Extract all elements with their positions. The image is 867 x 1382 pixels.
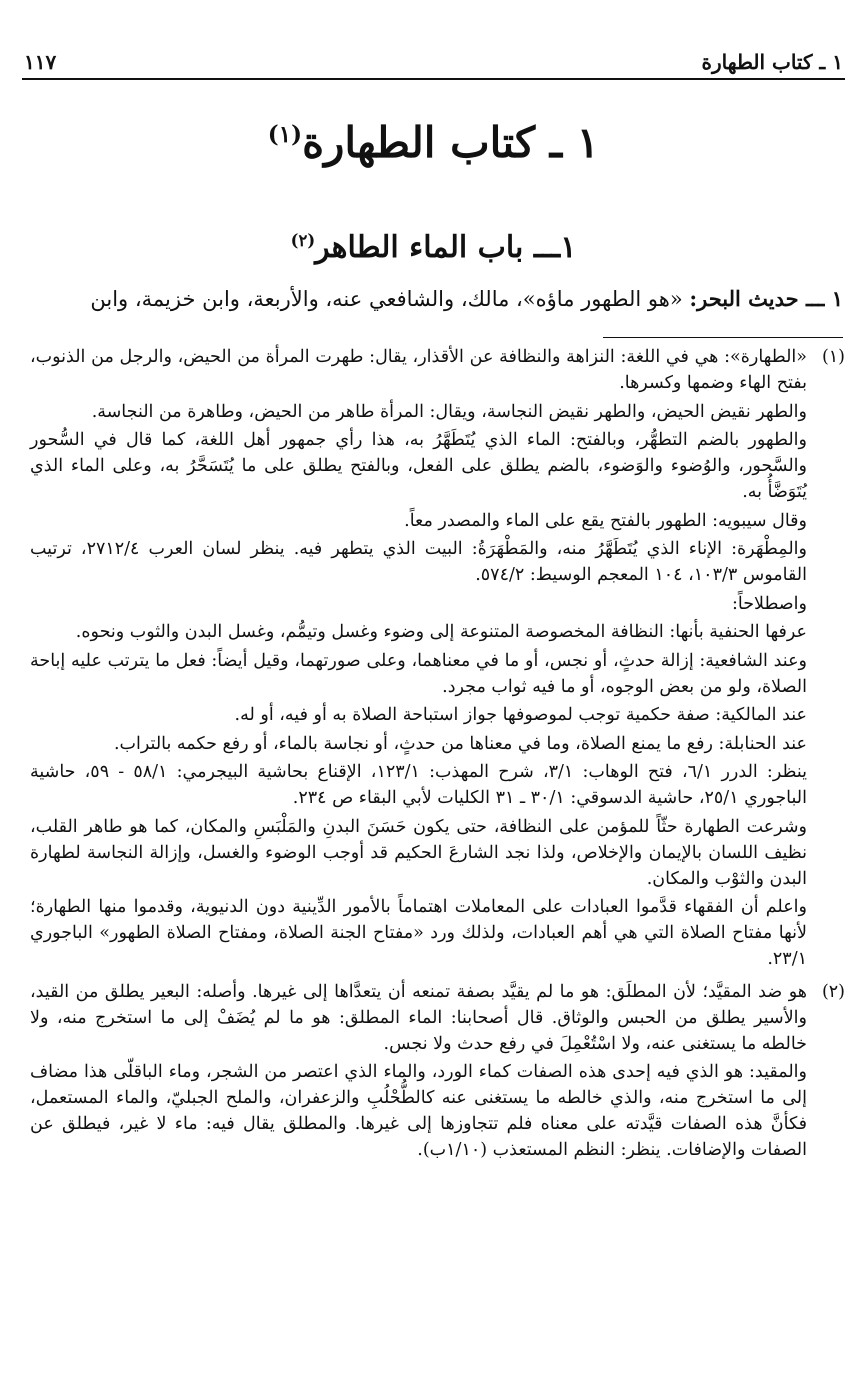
chapter-title-text: ١ـــ باب الماء الطاهر: [315, 230, 577, 265]
footnote-paragraph: وقال سيبويه: الطهور بالفتح يقع على الماء والمصدر معاً.: [404, 510, 807, 531]
chapter-title-footnote-ref: (٢): [290, 231, 316, 250]
footnote-paragraph: هو ضد المقيَّد؛ لأن المطلَق: هو ما لم يقيَّد بصفة تمنعه أن يتعدَّاها إلى غيرها. وأصله: البعير يطلق من القيد، والأسير يطلق من الحبس والوثاق. قال أصحابنا: الماء المطلق: هو ما لم يُضَفْ إلى ما استخرج منه، ولا خالطه ما يستغنى عنه، ولا اسْتُعْمِلَ في رفع حدث ولا نجس.: [30, 981, 807, 1054]
chapter-title: [0, 230, 867, 265]
footnote-paragraph: وعند الشافعية: إزالة حدثٍ، أو نجس، أو ما في معناهما، وعلى صورتهما، وقيل أيضاً: فعل ما يترتب عليه إباحة الصلاة، ولو من بعض الوجوه، أو ما فيه ثواب مجرد.: [30, 650, 807, 697]
hadith-text: «هو الطهور ماؤه»، مالك، والشافعي عنه، والأربعة، وابن خزيمة، وابن: [90, 287, 683, 311]
footnote-paragraph: والطهر نقيض الحيض، والطهر نقيض النجاسة، ويقال: المرأة طاهر من الحيض، وطاهرة من النجاسة.: [91, 401, 807, 422]
footnotes: [30, 344, 845, 1166]
footnote-body: [30, 344, 807, 975]
footnote-paragraph: والطهور بالضم التطهُّر، وبالفتح: الماء الذي يُتَطَهَّرُ به، هذا رأي جمهور أهل اللغة، كما قال في السُّحور والسَّحور، والوُضوء والوَضوء، بالضم يطلق على الفعل، وبالفتح يطلق على ما يُتَسَحَّرُ به، وعلى الماء الذي يُتَوَضَّأُ به.: [30, 430, 807, 502]
footnote-paragraph: والمِطْهَرة: الإناء الذي يُتَطَهَّرُ منه، والمَطْهَرَةُ: البيت الذي يتطهر فيه. ينظر لسان العرب ٢٧١٢/٤، ترتيب القاموس ١٠٣/٣، ١٠٤ المعجم الوسيط: ٥٧٤/٢.: [30, 539, 807, 585]
main-text: [30, 284, 843, 314]
running-title: ١ ـ كتاب الطهارة: [701, 50, 843, 74]
footnote-body: [30, 979, 807, 1166]
footnote-paragraph: «الطهارة»: هي في اللغة: النزاهة والنظافة عن الأقذار، يقال: طهرت المرأة من الحيض، والرجل من الذنوب، بفتح الهاء وضمها وكسرها.: [30, 347, 807, 393]
footnote-paragraph: عند المالكية: صفة حكمية توجب لموصوفها جواز استباحة الصلاة به أو فيه، أو له.: [234, 705, 807, 725]
footnote-paragraph: عند الحنابلة: رفع ما يمنع الصلاة، وما في معناها من حدثٍ، أو نجاسة بالماء، أو رفع حكمه بالتراب.: [113, 733, 807, 754]
footnote-number: (١): [821, 347, 845, 367]
header-rule: [22, 78, 845, 80]
book-title-footnote-ref: (١): [267, 121, 303, 148]
running-head: [24, 40, 843, 74]
footnote-number: (٢): [821, 981, 845, 1002]
page-number: ١١٧: [24, 50, 57, 74]
footnote-2: [30, 979, 845, 1166]
footnote-paragraph: عرفها الحنفية بأنها: النظافة المخصوصة المتنوعة إلى وضوء وغسل وتيمُّم، وغسل البدن والثوب ونحوه.: [75, 622, 807, 642]
footnote-paragraph: وشرعت الطهارة حثّاً للمؤمن على النظافة، حتى يكون حَسَنَ البدنِ والمَلْبَسِ والمكان، كما هو طاهر القلب، نظيف اللسان بالإيمان والإخلاص، ولذا نجد الشارعَ الحكيم قد أوجب الوضوء والغسل، وإزالة النجاسة لطهارة البدن والثوْب والمكان.: [30, 816, 807, 889]
footnote-paragraph: والمقيد: هو الذي فيه إحدى هذه الصفات كماء الورد، والماء الذي اعتصر من الشجر، وماء الباقلّى هذا مضاف إلى ما استخرج منه، والذي خالطه ما يستغنى عنه كالطُّحْلُبِ والزعفران، والملح الجبليّ، والماء المستعمل، فكأنَّ هذه الصفات قيَّدته على معناه فلم تتجاوزها إلى غيرها. والمطلق يقال فيه: ماء لا غير، فيطلق عن الصفات والإضافات. ينظر: النظم المستعذب (١/١٠ب).: [30, 1062, 807, 1160]
footnote-paragraph: ينظر: الدرر ٦/١، فتح الوهاب: ٣/١، شرح المهذب: ١٢٣/١، الإقناع بحاشية البيجرمي: ٥٨/١ - ٥٩، حاشية الباجوري ٢٥/١، حاشية الدسوقي: ٣٠/١ ـ ٣١ الكليات لأبي البقاء ص ٢٣٤.: [30, 762, 807, 808]
footnote-paragraph: واعلم أن الفقهاء قدَّموا العبادات على المعاملات اهتماماً بالأمور الدِّينية دون الدنيوية، وقدموا منها الطهارة؛ لأنها مفتاح الصلاة التي هي أهم العبادات، ولذلك ورد «مفتاح الجنة الصلاة، ومفتاح الصلاة الطهور» الباجوري ٢٣/١.: [30, 897, 807, 969]
book-title-text: ١ ـ كتاب الطهارة: [302, 118, 600, 167]
footnote-paragraph: واصطلاحاً:: [731, 593, 807, 614]
footnote-separator: [603, 337, 843, 338]
footnote-1: [30, 344, 845, 975]
hadith-lead: ١ ـــ حديث البحر:: [689, 286, 843, 311]
book-title: [0, 118, 867, 167]
